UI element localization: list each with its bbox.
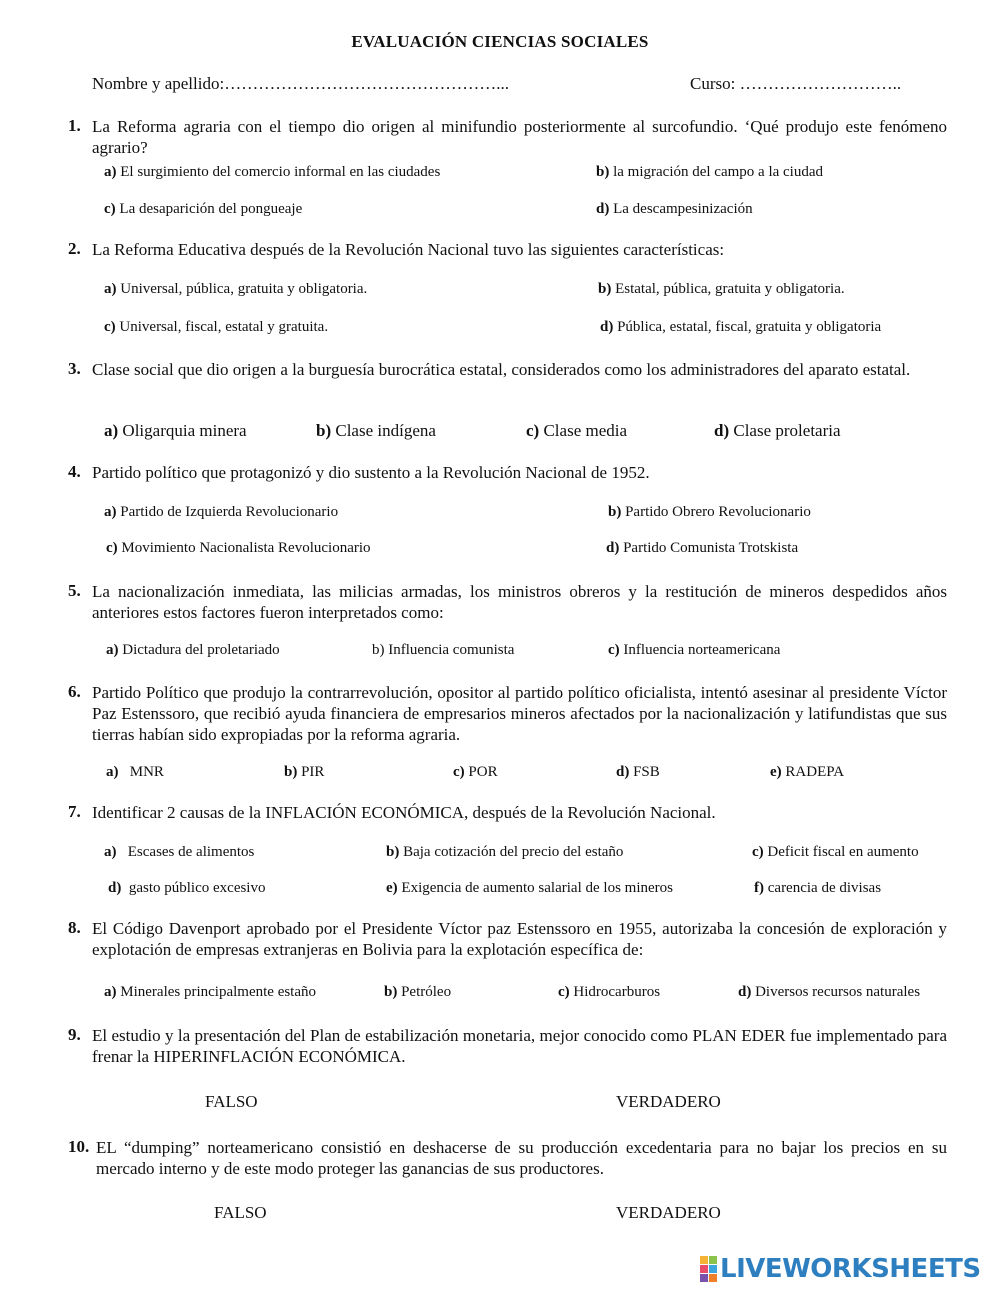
option[interactable]: b) la migración del campo a la ciudad <box>596 164 824 180</box>
option[interactable]: d) FSB <box>616 764 660 780</box>
option[interactable]: a) MNR <box>106 764 164 780</box>
question-text: El Código Davenport aprobado por el Presidente Víctor paz Estenssoro en 1955, autorizaba la concesión de exploración y explotación de empresas extranjeras en Bolivia para la explotación específica de: <box>92 919 947 959</box>
question-text: La Reforma Educativa después de la Revolución Nacional tuvo las siguientes características: <box>92 240 725 259</box>
option[interactable]: e) RADEPA <box>770 764 845 780</box>
logo-square <box>700 1274 708 1282</box>
liveworksheets-logo <box>700 1254 981 1284</box>
question-number: 5. <box>68 581 81 600</box>
question-number: 3. <box>68 359 81 378</box>
question-text: El estudio y la presentación del Plan de estabilización monetaria, mejor conocido como PLAN EDER fue implementado para frenar la HIPERINFLACIÓN ECONÓMICA. <box>92 1026 947 1066</box>
page-title: EVALUACIÓN CIENCIAS SOCIALES <box>351 32 649 51</box>
logo-square <box>709 1256 717 1264</box>
option[interactable]: a) Minerales principalmente estaño <box>104 984 317 1000</box>
logo-square <box>700 1256 708 1264</box>
logo-square <box>709 1265 717 1273</box>
question-number: 6. <box>68 682 81 701</box>
option[interactable]: a) Dictadura del proletariado <box>106 642 280 658</box>
question-number: 10. <box>68 1137 90 1156</box>
option[interactable]: a) Oligarquia minera <box>104 421 247 440</box>
question-number: 4. <box>68 462 81 481</box>
option[interactable]: b) Baja cotización del precio del estaño <box>386 844 624 860</box>
option[interactable]: b) Clase indígena <box>316 421 436 440</box>
question-number: 8. <box>68 918 81 937</box>
option[interactable]: c) Movimiento Nacionalista Revolucionario <box>106 540 371 556</box>
option[interactable]: b) Influencia comunista <box>372 642 515 658</box>
option[interactable]: b) Estatal, pública, gratuita y obligatoria. <box>598 281 845 297</box>
question-number: 2. <box>68 239 81 258</box>
option[interactable]: a) Universal, pública, gratuita y obligatoria. <box>104 281 368 297</box>
option[interactable]: b) PIR <box>284 764 325 780</box>
logo-mark-icon <box>700 1256 717 1282</box>
question-text: La nacionalización inmediata, las milicias armadas, los ministros obreros y la restitución de mineros despedidos años anteriores estos factores fueron interpretados como: <box>92 582 947 622</box>
option[interactable]: d) Clase proletaria <box>714 421 841 440</box>
option[interactable]: c) Clase media <box>526 421 628 440</box>
question-text: La Reforma agraria con el tiempo dio origen al minifundio posteriormente al surcofundio. ‘Qué produjo este fenómeno agrario? <box>92 117 947 157</box>
question-number: 9. <box>68 1025 81 1044</box>
question-text: Partido político que protagonizó y dio sustento a la Revolución Nacional de 1952. <box>92 463 650 482</box>
option[interactable]: d) La descampesinización <box>596 201 753 217</box>
option[interactable]: c) Deficit fiscal en aumento <box>752 844 919 860</box>
false-option[interactable]: FALSO <box>214 1203 267 1222</box>
logo-square <box>709 1274 717 1282</box>
question-text: Partido Político que produjo la contrarrevolución, opositor al partido político oficialista, intentó asesinar al presidente Víctor Paz Estenssoro, que recibió ayuda financiera de empresarios mineros afectados por la nacionalización y latifundistas que sus tierras habían sido expropiadas por la reforma agraria. <box>92 683 947 744</box>
false-option[interactable]: FALSO <box>205 1092 258 1111</box>
course-field-label: Curso: ……………………….. <box>690 74 902 93</box>
option[interactable]: a) Escases de alimentos <box>104 844 255 860</box>
true-option[interactable]: VERDADERO <box>616 1092 721 1111</box>
option[interactable]: f) carencia de divisas <box>754 880 882 896</box>
option[interactable]: a) El surgimiento del comercio informal en las ciudades <box>104 164 441 180</box>
question-text: EL “dumping” norteamericano consistió en deshacerse de su producción excedentaria para no bajar los precios en su mercado interno y de este modo proteger las ganancias de sus productores. <box>96 1138 947 1178</box>
option[interactable]: d) Pública, estatal, fiscal, gratuita y obligatoria <box>600 319 882 335</box>
option[interactable]: c) Influencia norteamericana <box>608 642 781 658</box>
option[interactable]: d) Diversos recursos naturales <box>738 984 921 1000</box>
question-number: 7. <box>68 802 81 821</box>
option[interactable]: b) Petróleo <box>384 984 452 1000</box>
option[interactable]: b) Partido Obrero Revolucionario <box>608 504 811 520</box>
logo-text: LIVEWORKSHEETS <box>720 1254 981 1284</box>
option[interactable]: c) Hidrocarburos <box>558 984 661 1000</box>
option[interactable]: c) Universal, fiscal, estatal y gratuita. <box>104 319 329 335</box>
option[interactable]: c) POR <box>453 764 498 780</box>
question-number: 1. <box>68 116 81 135</box>
option[interactable]: d) gasto público excesivo <box>108 880 266 896</box>
option[interactable]: c) La desaparición del pongueaje <box>104 201 303 217</box>
logo-square <box>700 1265 708 1273</box>
true-option[interactable]: VERDADERO <box>616 1203 721 1222</box>
name-field-label: Nombre y apellido:…………………………………………... <box>92 74 509 93</box>
question-text: Clase social que dio origen a la burguesía burocrática estatal, considerados como los administradores del aparato estatal. <box>92 360 911 379</box>
option[interactable]: e) Exigencia de aumento salarial de los mineros <box>386 880 673 896</box>
question-text: Identificar 2 causas de la INFLACIÓN ECONÓMICA, después de la Revolución Nacional. <box>92 803 716 822</box>
option[interactable]: a) Partido de Izquierda Revolucionario <box>104 504 339 520</box>
option[interactable]: d) Partido Comunista Trotskista <box>606 540 799 556</box>
